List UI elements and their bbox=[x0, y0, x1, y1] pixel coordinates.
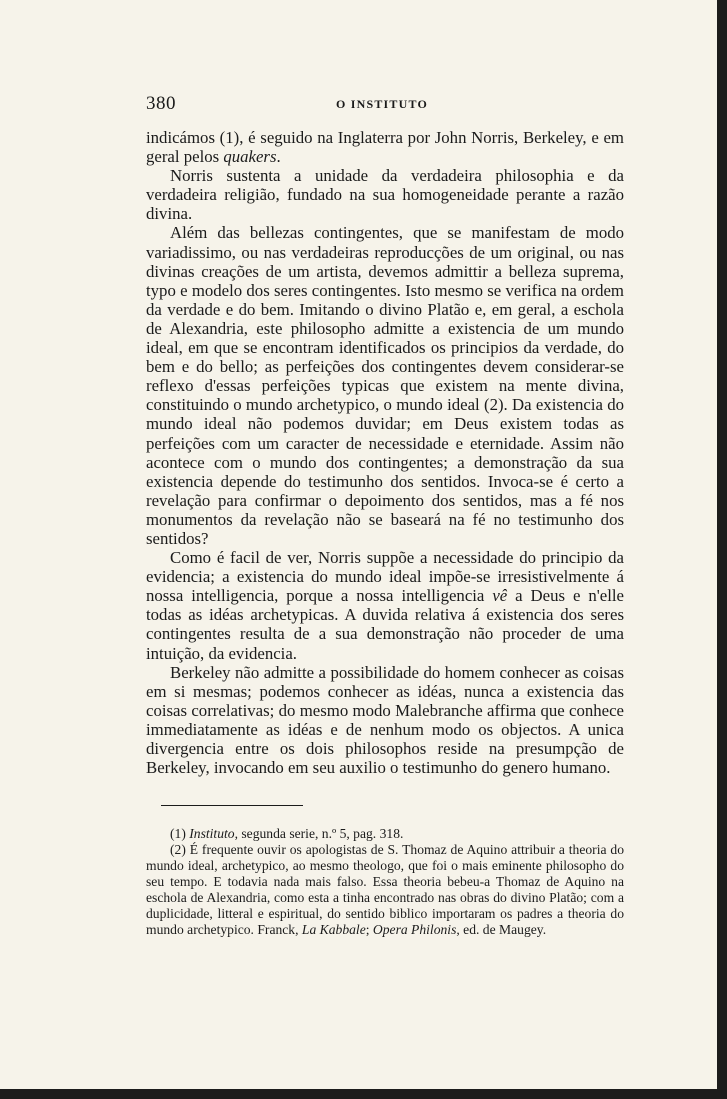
body-text bbox=[146, 128, 624, 777]
body-paragraph: Norris sustenta a unidade da verdadeira philosophia e da verdadeira religião, fundado na sua homogeneidade perante a razão divina. bbox=[146, 166, 624, 224]
footnote: (2) É frequente ouvir os apologistas de S. Thomaz de Aquino attribuir a theoria do mundo ideal, archetypico, ao mesmo theologo, que foi o mais eminente philosopho do seu tempo. E todavia nada mais falso. Essa theoria bebeu-a Thomaz de Aquino na eschola de Alexandria, como esta a tinha encontrado nas obras do divino Platão; com a duplicidade, litteral e espiritual, do sentido biblico importaram os padres a theoria do mundo archetypico. Franck, La Kabbale; Opera Philonis, ed. de Maugey. bbox=[146, 842, 624, 937]
scan-edge-bottom bbox=[0, 1089, 727, 1099]
body-paragraph: Berkeley não admitte a possibilidade do homem conhecer as coisas em si mesmas; podemos conhecer as idéas, nunca a existencia das coisas correlativas; do mesmo modo Malebranche affirma que conhece immediatamente as idéas e de nenhum modo os objectos. A unica divergencia entre os dois philosophos reside na presumpção de Berkeley, invocando em seu auxilio o testimunho do genero humano. bbox=[146, 662, 624, 778]
footnote-separator bbox=[161, 805, 303, 806]
page-header bbox=[146, 93, 622, 115]
running-title: O INSTITUTO bbox=[336, 97, 429, 111]
body-paragraph: Além das bellezas contingentes, que se manifestam de modo variadissimo, ou nas verdadeiras reproducções de um original, ou nas divinas creações de um artista, devemos admittir a belleza suprema, typo e modelo dos seres contingentes. Isto mesmo se verifica na ordem da verdade e do bem. Imitando o divino Platão e, em geral, a eschola de Alexandria, este philosopho admitte a existencia de um mundo ideal, em que se encontram identificados os principios da verdade, do bem e do bello; as perfeições dos contingentes devem considerar-se reflexo d'essas perfeições typicas que existem na mente divina, constituindo o mundo archetypico, o mundo ideal (2). Da existencia do mundo ideal não podemos duvidar; em Deus existem todas as perfeições com um caracter de necessidade e eternidade. Assim não acontece com o mundo dos contingentes; a demonstração da sua existencia depende do testimunho dos sentidos. Invoca-se é certo a revelação para confirmar o depoimento dos sentidos, mas a fé nos monumentos da revelação não se baseará na fé no testimunho dos sentidos? bbox=[146, 223, 624, 548]
body-paragraph: Como é facil de ver, Norris suppõe a necessidade do principio da evidencia; a existencia do mundo ideal impõe-se irresistivelmente á nossa intelligencia, porque a nossa intelligencia vê a Deus e n'elle todas as idéas archetypicas. A duvida relativa á existencia dos seres contingentes resulta de a sua demonstração não proceder de uma intuição, da evidencia. bbox=[146, 548, 624, 663]
page-number: 380 bbox=[146, 93, 176, 114]
body-paragraph: indicámos (1), é seguido na Inglaterra por John Norris, Berkeley, e em geral pelos quakers. bbox=[146, 128, 624, 167]
scan-edge-right bbox=[717, 0, 727, 1099]
footnote: (1) Instituto, segunda serie, n.º 5, pag. 318. bbox=[170, 826, 404, 841]
footnotes bbox=[146, 826, 624, 938]
